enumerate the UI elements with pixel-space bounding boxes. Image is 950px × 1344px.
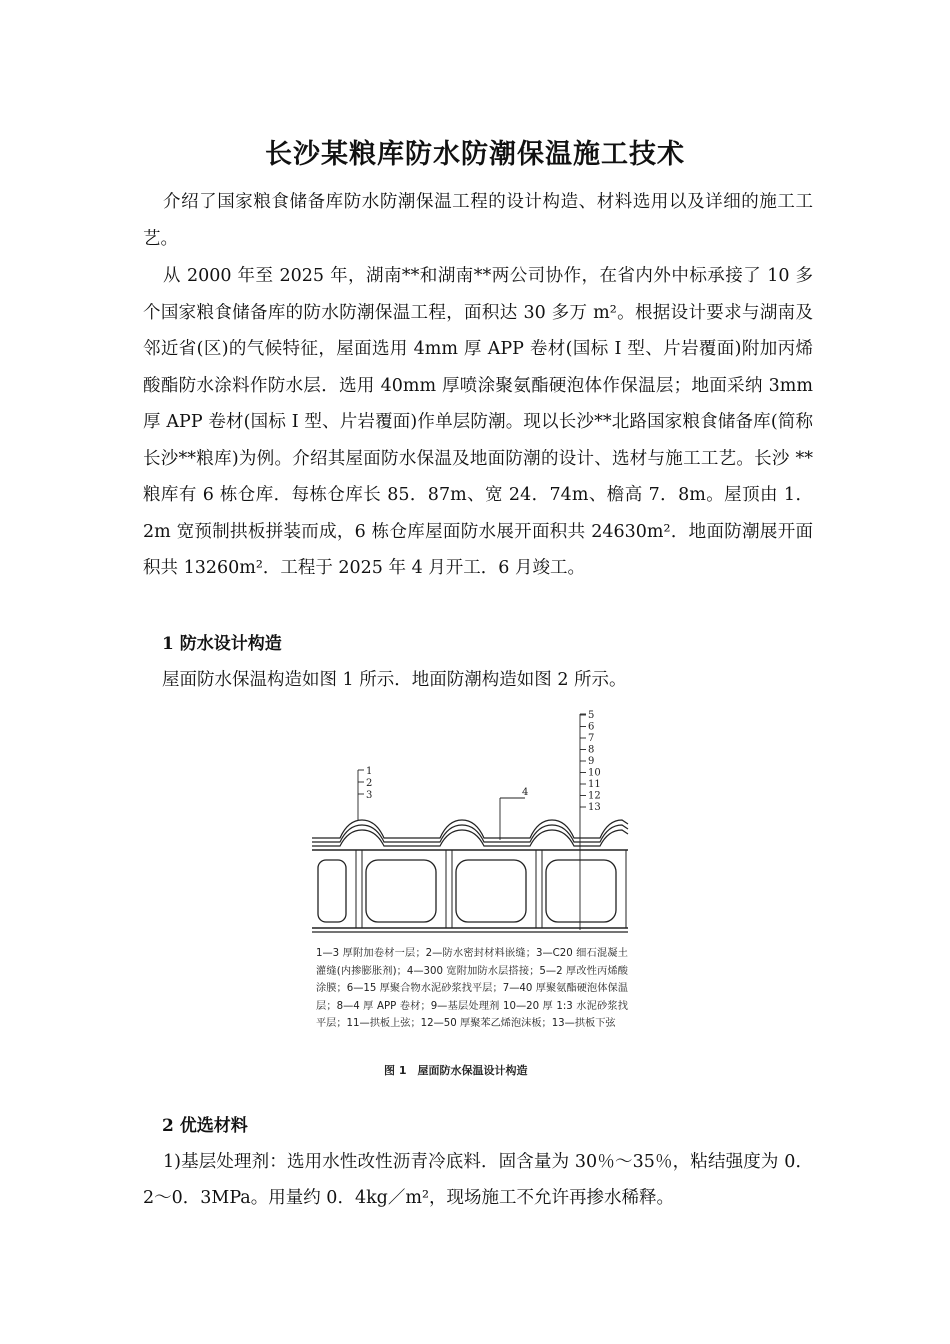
section-1-heading: 1 防水设计构造 — [162, 634, 282, 654]
figure-1-caption: 1—3 厚附加卷材一层；2—防水密封材料嵌缝；3—C20 细石混凝土灌缝(内掺膨胀剂)；4—300 宽附加防水层搭接；5—2 厚改性丙烯酸涂膜；6—15 厚聚合物水泥砂浆找平层；7—40 厚聚氨酯硬泡体保温层；8—4 厚 APP 卷材；9—基层处理剂 10—20 厚 1:3 水泥砂浆找平层；11—拱板上弦；12—50 厚聚苯乙烯泡沫板；13—拱板下弦 — [316, 948, 628, 1029]
label-3: 3 — [366, 790, 373, 801]
section-2-heading: 2 优选材料 — [162, 1116, 248, 1136]
main-paragraph: 从 2000 年至 2025 年，湖南**和湖南**两公司协作，在省内外中标承接了 10 多个国家粮食储备库的防水防潮保温工程，面积达 30 多万 m²。根据设计要求与湖南及邻近省(区)的气候特征，屋面选用 4mm 厚 APP 卷材(国标 I 型、片岩覆面)附加丙烯酸酯防水涂料作防水层．选用 40mm 厚喷涂聚氨酯硬泡体作保温层；地面采纳 3mm 厚 APP 卷材(国标 I 型、片岩覆面)作单层防潮。现以长沙**北路国家粮食储备库(简称长沙**粮库)为例。介绍其屋面防水保温及地面防潮的设计、选材与施工工艺。长沙 **粮库有 6 栋仓库．每栋仓库长 85．87m、宽 24．74m、檐高 7．8m。屋顶由 1．2m 宽预制拱板拼装而成，6 栋仓库屋面防水展开面积共 24630m²．地面防潮展开面积共 13260m²．工程于 2025 年 4 月开工．6 月竣工。 — [143, 266, 813, 578]
label-8: 8 — [588, 744, 595, 756]
label-12: 12 — [588, 790, 601, 802]
section-1-text: 屋面防水保温构造如图 1 所示．地面防潮构造如图 2 所示。 — [162, 670, 627, 690]
label-1: 1 — [366, 766, 373, 777]
label-13: 13 — [588, 802, 601, 813]
label-7: 7 — [588, 733, 595, 744]
section-2-text: 1)基层处理剂：选用水性改性沥青冷底料．固含量为 30％～35％，粘结强度为 0．2～0．3MPa。用量约 0．4kg／m²，现场施工不允许再掺水稀释。 — [143, 1152, 813, 1208]
label-6: 6 — [588, 721, 595, 733]
roof-construction-diagram — [300, 700, 635, 1095]
label-4: 4 — [522, 787, 529, 798]
intro-paragraph: 介绍了国家粮食储备库防水防潮保温工程的设计构造、材料选用以及详细的施工工艺。 — [143, 192, 813, 249]
label-2: 2 — [366, 778, 373, 789]
figure-1-title: 图 1 屋面防水保温设计构造 — [384, 1064, 528, 1077]
label-10: 10 — [588, 767, 601, 779]
label-11: 11 — [588, 779, 601, 790]
label-5: 5 — [588, 710, 595, 721]
label-9: 9 — [588, 756, 595, 767]
document-title: 长沙某粮库防水防潮保温施工技术 — [265, 139, 685, 170]
